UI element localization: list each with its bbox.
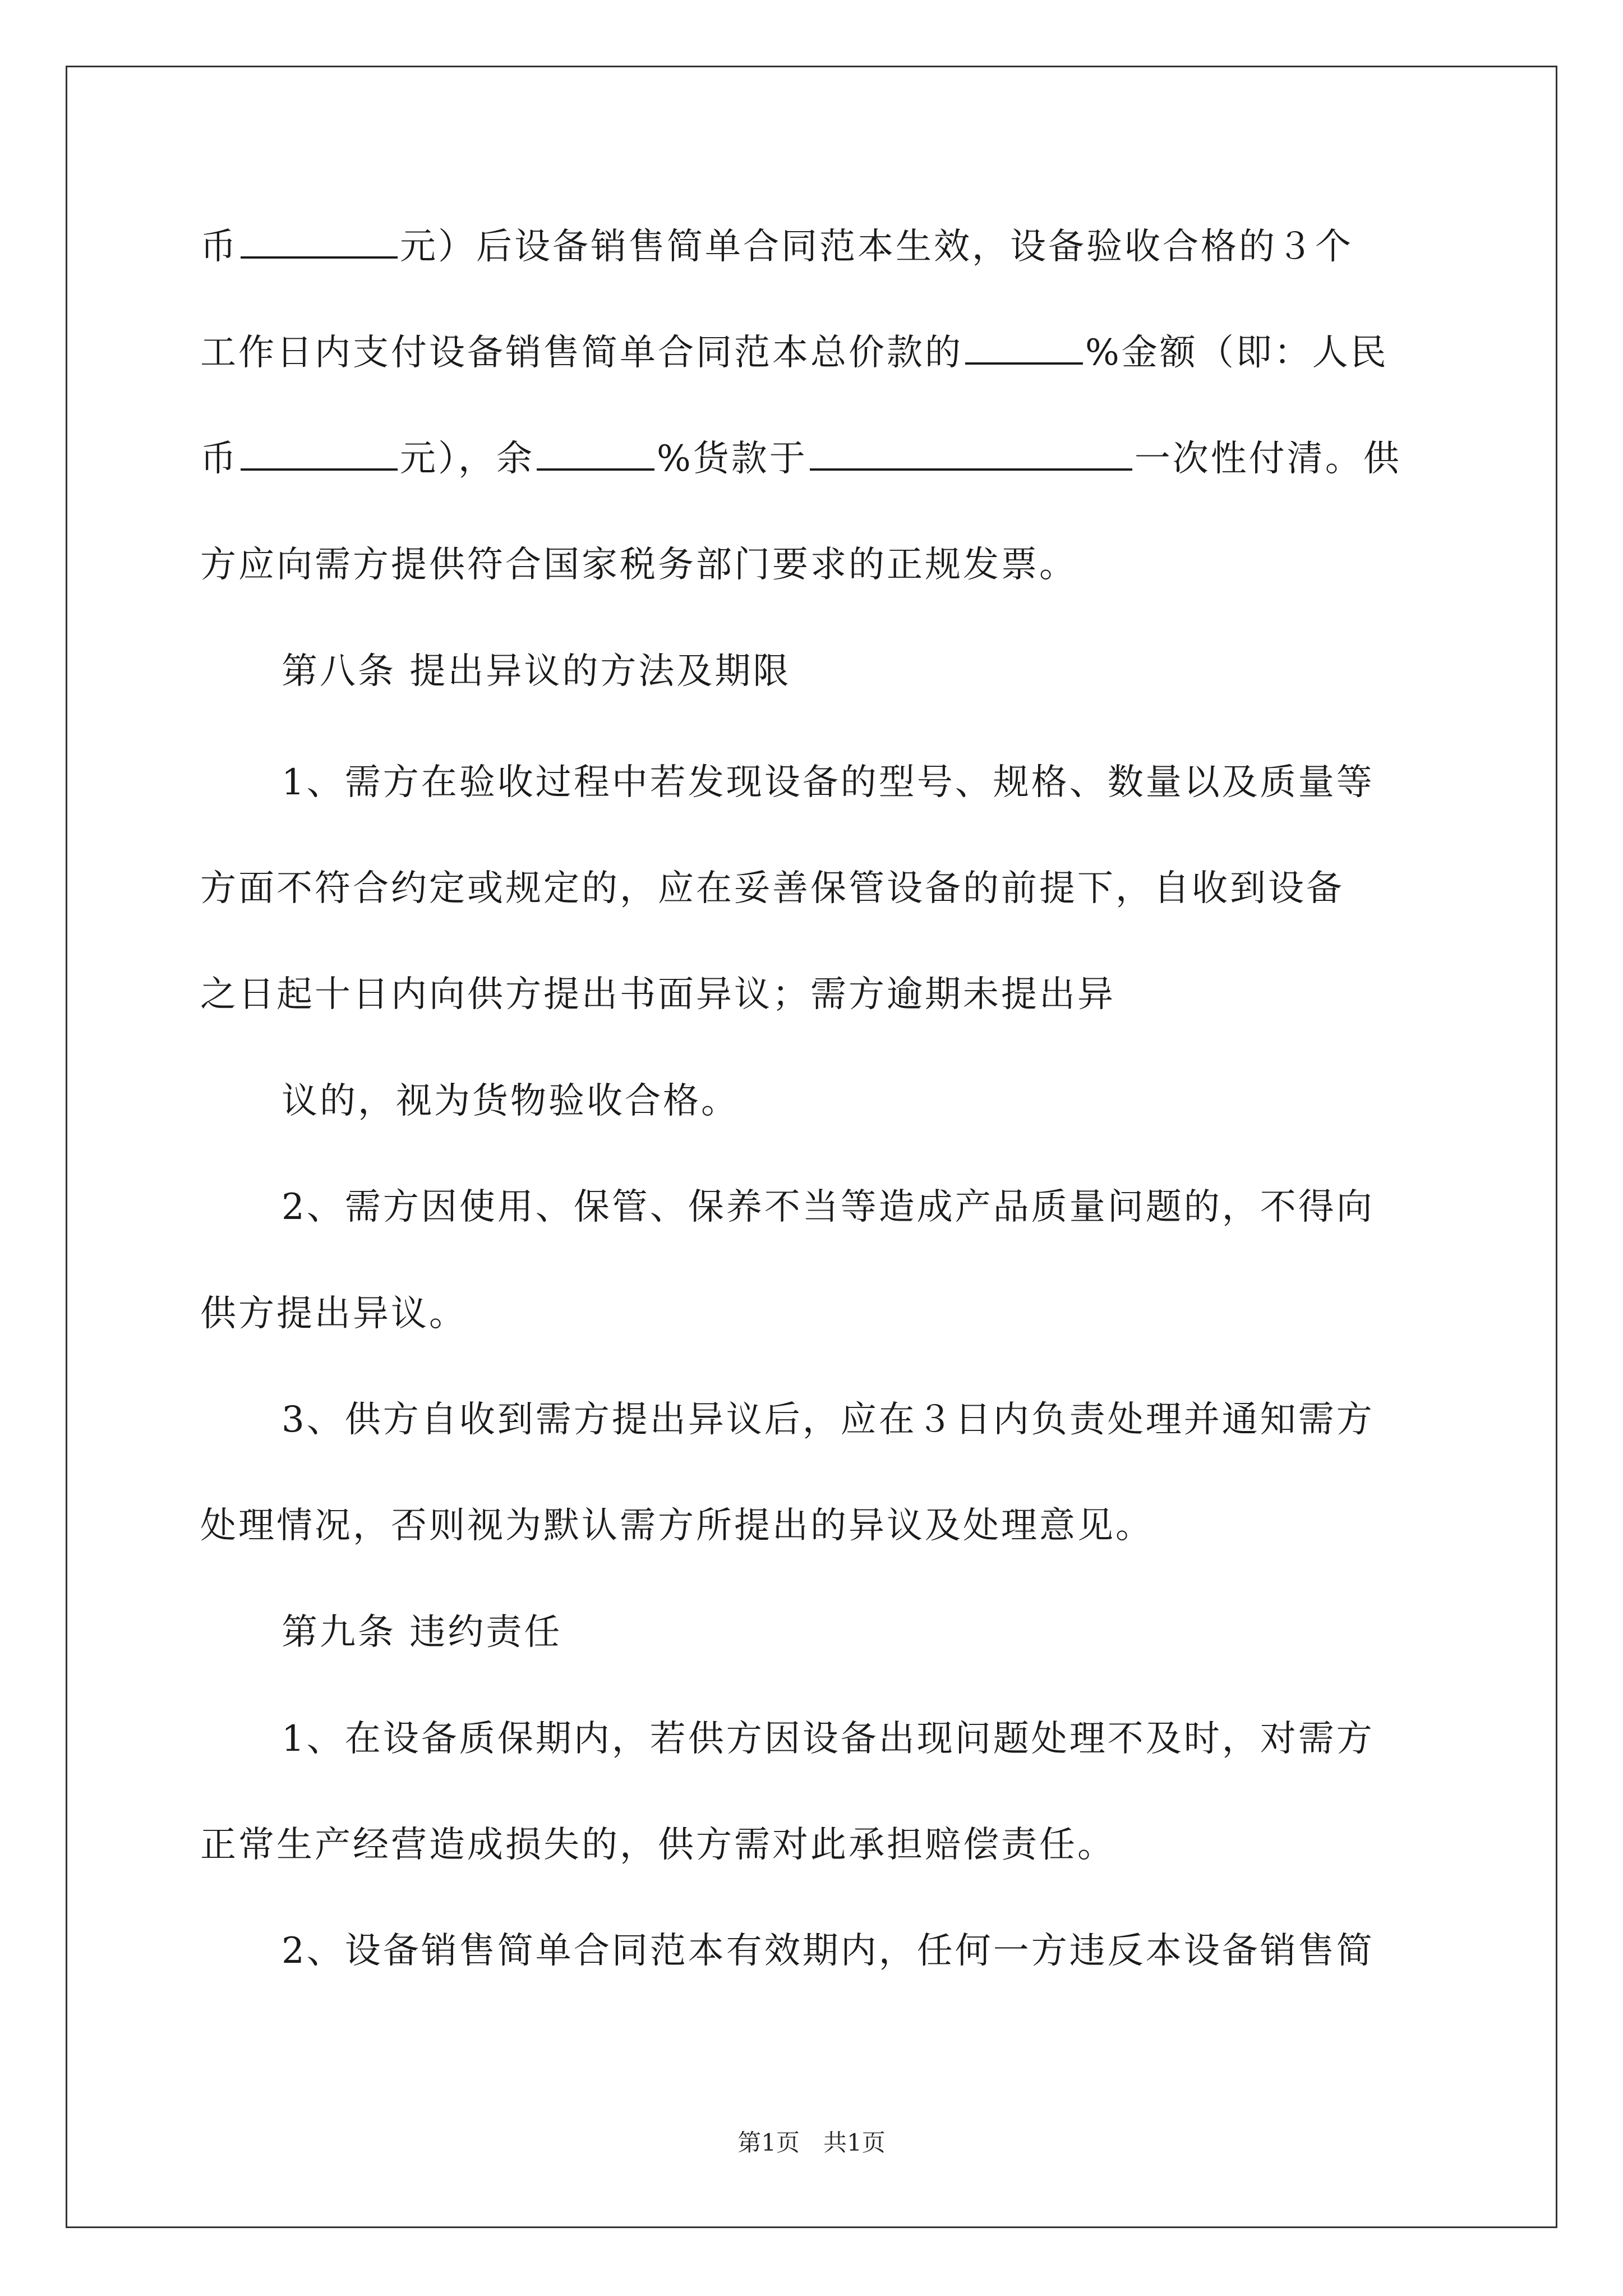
text-run: 元）后设备销售简单合同范本生效，设备验收合格的３个 bbox=[400, 226, 1353, 268]
text-run: 元），余 bbox=[400, 438, 534, 480]
article-heading: 第九条 违约责任 bbox=[282, 1612, 562, 1653]
text-run: 币 bbox=[200, 438, 238, 480]
fill-in-blank bbox=[537, 437, 654, 471]
page-border bbox=[66, 66, 1557, 2228]
page-number-footer: 第1页 共1页 bbox=[737, 2129, 886, 2156]
text-line bbox=[200, 542, 1428, 587]
text-line bbox=[200, 436, 1428, 481]
text-line bbox=[200, 330, 1428, 375]
text-line: 供方提出异议。 bbox=[200, 1293, 467, 1335]
text-run: 一次性付清。供 bbox=[1134, 438, 1401, 480]
text-line: 处理情况，否则视为默认需方所提出的异议及处理意见。 bbox=[200, 1505, 1154, 1547]
fill-in-blank bbox=[810, 437, 1132, 471]
text-run: 工作日内支付设备销售简单合同范本总价款的 bbox=[200, 332, 963, 374]
text-line: 1、在设备质保期内，若供方因设备出现问题处理不及时，对需方 bbox=[282, 1718, 1375, 1760]
text-line: 议的，视为货物验收合格。 bbox=[282, 1080, 739, 1122]
fill-in-blank bbox=[241, 225, 398, 259]
text-line: 之日起十日内向供方提出书面异议；需方逾期未提出异 bbox=[200, 974, 1115, 1015]
fill-in-blank bbox=[241, 437, 398, 471]
text-line bbox=[200, 224, 1428, 269]
fill-in-blank bbox=[965, 331, 1083, 365]
text-line: 正常生产经营造成损失的，供方需对此承担赔偿责任。 bbox=[200, 1824, 1115, 1866]
text-run: 方应向需方提供符合国家税务部门要求的正规发票。 bbox=[200, 544, 1077, 586]
text-run: %货款于 bbox=[657, 438, 808, 480]
article-heading: 第八条 提出异议的方法及期限 bbox=[282, 651, 791, 692]
text-run: 币 bbox=[200, 226, 238, 268]
text-run: %金额（即：人民 bbox=[1085, 332, 1389, 374]
text-line: 1、需方在验收过程中若发现设备的型号、规格、数量以及质量等 bbox=[282, 762, 1375, 803]
text-line: 2、需方因使用、保管、保养不当等造成产品质量问题的，不得向 bbox=[282, 1186, 1375, 1228]
text-line: 2、设备销售简单合同范本有效期内，任何一方违反本设备销售简 bbox=[282, 1930, 1375, 1972]
text-line: 3、供方自收到需方提出异议后，应在３日内负责处理并通知需方 bbox=[282, 1399, 1375, 1441]
text-line: 方面不符合约定或规定的，应在妥善保管设备的前提下，自收到设备 bbox=[200, 868, 1344, 909]
